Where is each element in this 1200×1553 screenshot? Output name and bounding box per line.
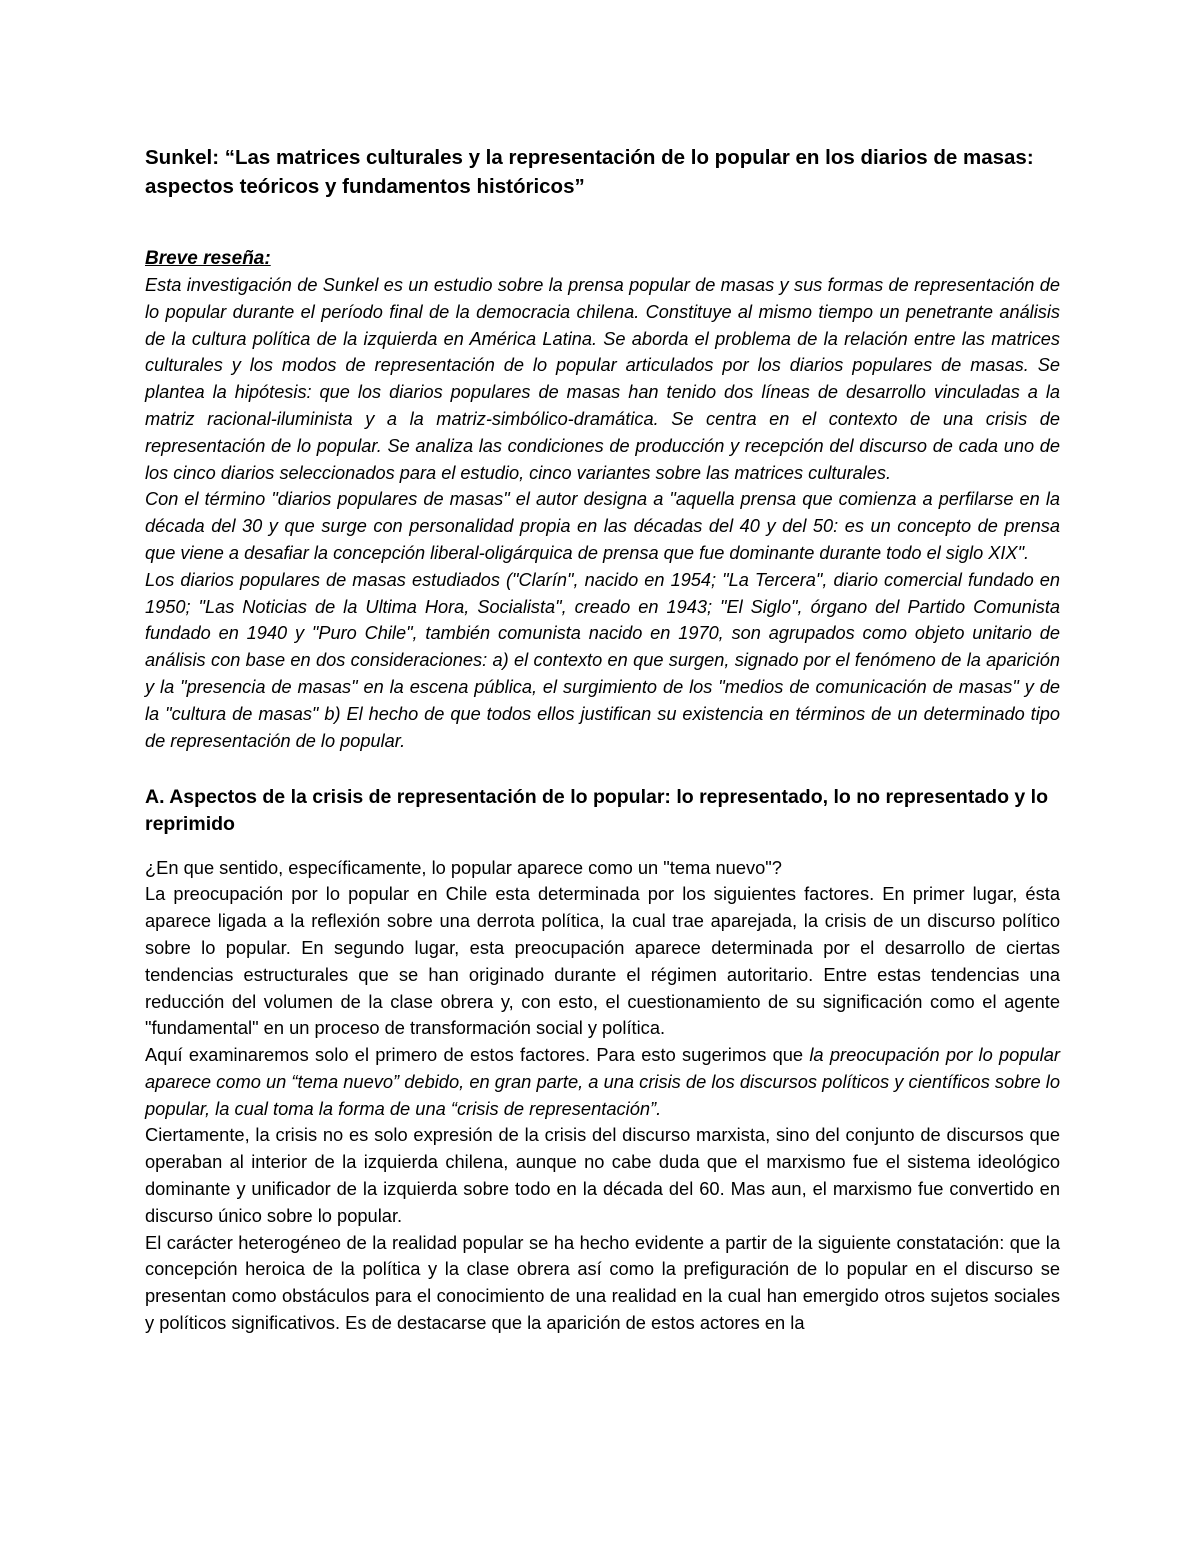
review-paragraph-1: Esta investigación de Sunkel es un estudio sobre la prensa popular de masas y sus formas de representación de lo popular durante el período final de la democracia chilena. Constituye al mismo tiempo un penetrante análisis de la cultura política de la izquierda en América Latina. Se aborda el problema de la relación entre las matrices culturales y los modos de representación de lo popular articulados por los diarios populares de masas. Se plantea la hipótesis: que los diarios populares de masas han tenido dos líneas de desarrollo vinculadas a la matriz racional-iluminista y a la matriz-simbólico-dramática. Se centra en el contexto de una crisis de representación de lo popular. Se analiza las condiciones de producción y recepción del discurso de cada uno de los cinco diarios seleccionados para el estudio, cinco variantes sobre las matrices culturales. (145, 275, 1060, 483)
section-a-paragraph-4: El carácter heterogéneo de la realidad popular se ha hecho evidente a partir de la siguiente constatación: que la concepción heroica de la política y la clase obrera así como la prefiguración de lo popular en el discurso se presentan como obstáculos para el conocimiento de una realidad en la cual han emergido otros sujetos sociales y políticos significativos. Es de destacarse que la aparición de estos actores en la (145, 1231, 1060, 1334)
document-page (145, 143, 1060, 1337)
section-a-paragraph-3: Ciertamente, la crisis no es solo expresión de la crisis del discurso marxista, sino del conjunto de discursos que operaban al interior de la izquierda chilena, aunque no cabe duda que el marxismo fue el sistema ideológico dominante y unificador de la izquierda sobre todo en la década del 60. Mas aun, el marxismo fue convertido en discurso único sobre lo popular. (145, 1124, 1060, 1226)
section-a-paragraph-1: La preocupación por lo popular en Chile esta determinada por los siguientes factores. En primer lugar, ésta aparece ligada a la reflexión sobre una derrota política, la cual trae aparejada, la crisis de un discurso político sobre lo popular. En segundo lugar, esta preocupación aparece determinada por el desarrollo de ciertas tendencias estructurales que se han originado durante el régimen autoritario. Entre estas tendencias una reducción del volumen de la clase obrera y, con esto, el cuestionamiento de su significación como el agente "fundamental" en un proceso de transformación social y política. (145, 883, 1060, 1039)
section-a-paragraph-2 (145, 1042, 1060, 1122)
section-a-paragraph-2-plain: Aquí examinaremos solo el primero de estos factores. Para esto sugerimos que (145, 1044, 810, 1066)
section-a-paragraph-2-italic: la preocupación por lo popular aparece como un “tema nuevo” debido, en gran parte, a una crisis de los discursos políticos y científicos sobre lo popular, la cual toma la forma de una “crisis de representación”. (145, 1044, 1060, 1119)
review-paragraph-3: Los diarios populares de masas estudiados ("Clarín", nacido en 1954; "La Tercera", diario comercial fundado en 1950; "Las Noticias de la Ultima Hora, Socialista", creado en 1943; "El Siglo", órgano del Partido Comunista fundado en 1940 y "Puro Chile", también comunista nacido en 1970, son agrupados como objeto unitario de análisis con base en dos consideraciones: a) el contexto en que surgen, signado por el fenómeno de la aparición y la "presencia de masas" en la escena pública, el surgimiento de los "medios de comunicación de masas" y de la "cultura de masas" b) El hecho de que todos ellos justifican su existencia en términos de un determinado tipo de representación de lo popular. (145, 569, 1060, 751)
section-a-heading: A. Aspectos de la crisis de representación de lo popular: lo representado, lo no representado y lo reprimido (145, 786, 1049, 836)
review-paragraph-2: Con el término "diarios populares de masas" el autor designa a "aquella prensa que comienza a perfilarse en la década del 30 y que surge con personalidad propia en las décadas del 40 y del 50: es un concepto de prensa que viene a desafiar la concepción liberal-oligárquica de prensa que fue dominante durante todo el siglo XIX". (145, 489, 1060, 563)
document-title: Sunkel: “Las matrices culturales y la representación de lo popular en los diarios de masas: aspectos teóricos y fundamentos históricos” (145, 146, 1034, 198)
review-heading: Breve reseña: (145, 248, 271, 269)
section-a-question: ¿En que sentido, específicamente, lo popular aparece como un "tema nuevo"? (145, 856, 782, 878)
